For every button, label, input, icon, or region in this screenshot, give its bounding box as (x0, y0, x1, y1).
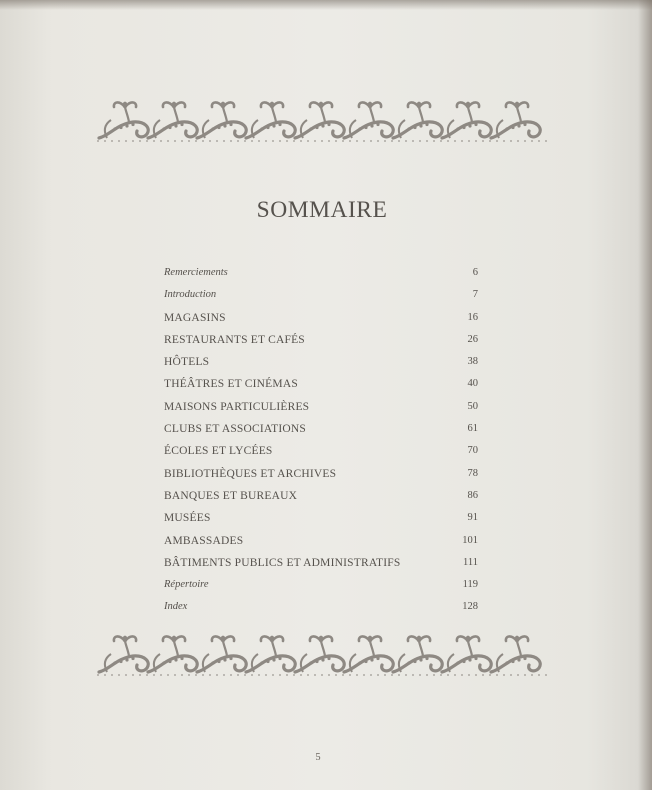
toc-entry (160, 507, 480, 529)
toc-entry-title: Remerciements (164, 267, 228, 278)
toc-entry (160, 262, 480, 284)
toc-entry-page: 61 (467, 423, 478, 435)
toc-entry-page: 38 (467, 356, 478, 368)
toc-entry-title: THÉÂTRES ET CINÉMAS (164, 378, 298, 391)
toc-entry-title: MAISONS PARTICULIÈRES (164, 400, 310, 413)
toc-entry-page: 78 (467, 467, 478, 479)
toc-entry-page: 101 (462, 534, 478, 546)
toc-entry-page: 128 (462, 601, 478, 613)
toc-entry-page: 6 (472, 267, 478, 278)
toc-entry-title: Répertoire (164, 579, 209, 591)
page-top-shadow (0, 0, 652, 10)
toc-entry-title: MAGASINS (164, 311, 226, 324)
toc-entry-title: RESTAURANTS ET CAFÉS (164, 333, 305, 346)
toc-entry-title: BANQUES ET BUREAUX (164, 489, 298, 502)
toc-entry (160, 418, 480, 440)
toc-entry-page: 91 (467, 512, 478, 524)
toc-entry-page: 70 (467, 445, 478, 457)
toc-entry-title: BÂTIMENTS PUBLICS ET ADMINISTRATIFS (164, 556, 401, 569)
toc-entry-page: 16 (467, 311, 478, 323)
toc-entry-page: 26 (467, 333, 478, 345)
toc-entry-page: 7 (472, 289, 478, 301)
toc-entry-title: Index (164, 601, 188, 613)
toc-entry (160, 329, 480, 351)
top-ornament-border (95, 98, 549, 146)
toc-entry-title: MUSÉES (164, 512, 211, 525)
toc-entry-title: Introduction (164, 289, 217, 301)
table-of-contents (160, 262, 480, 619)
toc-entry-title: AMBASSADES (164, 534, 244, 547)
toc-entry (160, 574, 480, 596)
toc-entry-page: 50 (467, 400, 478, 412)
toc-entry-title: BIBLIOTHÈQUES ET ARCHIVES (164, 467, 337, 480)
toc-entry-title: HÔTELS (164, 356, 210, 369)
toc-entry-page: 86 (467, 489, 478, 501)
toc-entry-title: CLUBS ET ASSOCIATIONS (164, 423, 307, 436)
toc-entry (160, 440, 480, 462)
toc-entry (160, 552, 480, 574)
page-title: SOMMAIRE (256, 197, 388, 223)
page-number: 5 (315, 752, 321, 763)
toc-entry-page: 111 (463, 556, 478, 568)
toc-entry (160, 373, 480, 395)
toc-entry (160, 530, 480, 552)
toc-entry-title: ÉCOLES ET LYCÉES (164, 445, 273, 458)
toc-entry (160, 596, 480, 618)
toc-entry (160, 485, 480, 507)
toc-entry (160, 396, 480, 418)
toc-entry (160, 351, 480, 373)
page-edge-shadow (638, 0, 652, 790)
toc-entry-page: 119 (462, 579, 478, 591)
toc-entry-page: 40 (467, 378, 478, 390)
toc-entry (160, 284, 480, 306)
toc-entry (160, 307, 480, 329)
bottom-ornament-border (95, 632, 549, 680)
toc-entry (160, 463, 480, 485)
